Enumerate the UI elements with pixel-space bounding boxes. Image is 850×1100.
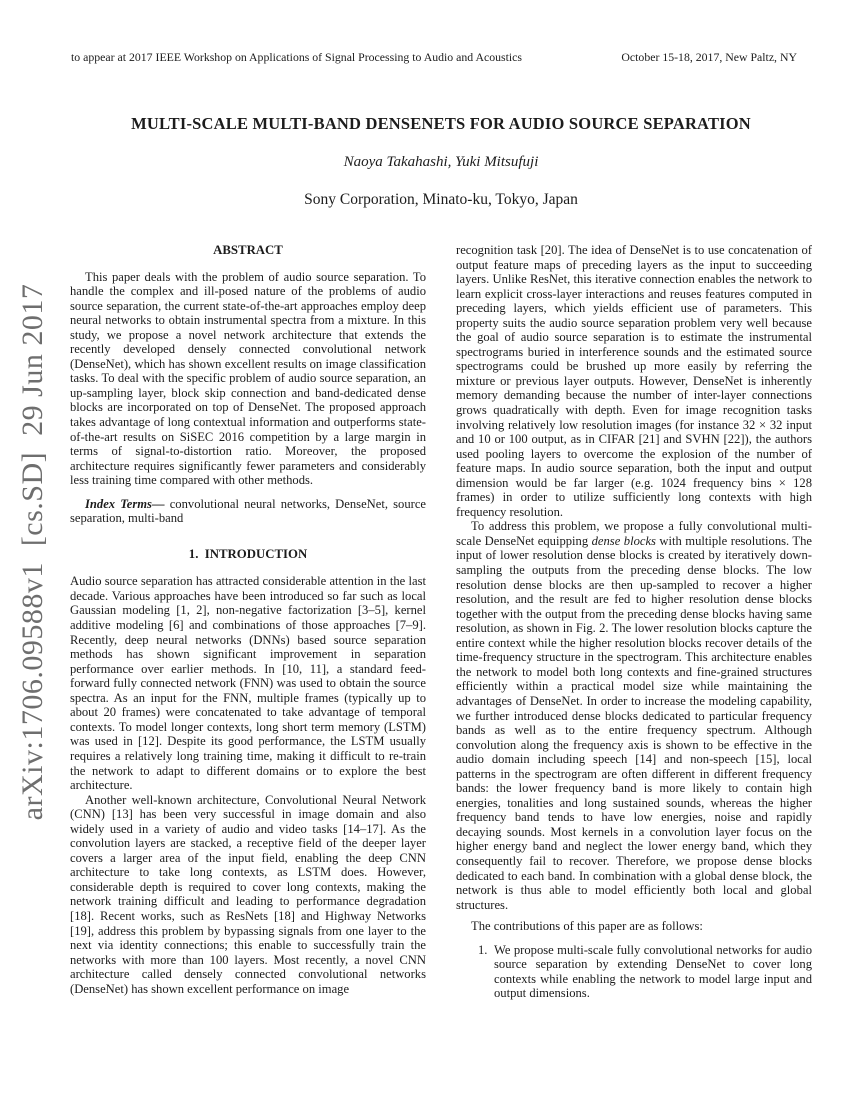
arxiv-watermark: arXiv:1706.09588v1 [cs.SD] 29 Jun 2017 (16, 283, 49, 821)
contribution-number: 1. (478, 942, 488, 957)
dense-blocks-emphasis: dense blocks (591, 533, 656, 548)
contribution-text: We propose multi-scale fully convolutional networks for audio source separation by extending DenseNet to cover long contexts while enabling the network to model large input and output dimensions. (494, 942, 812, 1001)
header-date: October 15-18, 2017, New Paltz, NY (621, 50, 797, 64)
abstract-heading: ABSTRACT (213, 243, 283, 257)
continuation-paragraph: recognition task [20]. The idea of DenseNet is to use concatenation of output feature maps of preceding layers as the input to succeeding layers. Unlike ResNet, this iterative connection enables the network to learn explicit cross-layer interactions and reuses features computed in preceding layers, which yields efficient use of parameters. This property suits the audio source separation problem very well because the goal of audio source separation is to estimate the instrumental spectrograms buried in interference sounds and the estimated source spectrograms could be brushed up more easily by referring the mixture or previous layer outputs. However, DenseNet is inherently memory demanding because the number of inter-layer connections grows quadratically with depth. Even for image recognition tasks involving relatively low resolution images (for instance 32 × 32 input and 10 or 100 output, as in CIFAR [21] and SVHN [22]), the authors used pooling layers to overcome the explosion of the number of feature maps. In audio source separation, both the input and output dimension would be far larger (e.g. 1024 frequency bins × 128 frames) in order to utilize sufficiently long contexts with high frequency resolution. (456, 243, 812, 519)
proposal-segment-1: To address this problem, we propose a fully convolutional multi-scale DenseNet equipping (456, 519, 812, 548)
intro-paragraph-1: Audio source separation has attracted considerable attention in the last decade. Various approaches have been introduced so far such as local Gaussian modeling [1, 2], non-negative factorization [3–5], kernel additive modeling [6] and combinations of those approaches [7–9]. Recently, deep neural networks (DNNs) based source separation methods has shown significant improvement in separation performance over earlier methods. In [10, 11], a standard feed-forward fully connected network (FNN) was used to obtain the source spectra. As an input for the FNN, multiple frames (typically up to about 20 frames) were concatenated to take advantage of temporal contexts. To model longer contexts, long short term memory (LSTM) was used in [12]. Despite its good performance, the LSTM usually requires a relatively long training time, making it difficult to re-train the network to adapt to different domains or to explore the best architecture. (70, 574, 426, 793)
index-terms-label: Index Terms— (85, 496, 165, 511)
contributions-intro: The contributions of this paper are as follows: (471, 919, 703, 934)
introduction-heading: 1. INTRODUCTION (188, 546, 308, 561)
index-terms-text: convolutional neural networks, DenseNet, source separation, multi-band (70, 496, 427, 526)
contributions-list (456, 943, 812, 1001)
contribution-item (456, 943, 812, 1001)
paper-affiliation: Sony Corporation, Minato-ku, Tokyo, Japan (304, 191, 578, 208)
page-header (71, 50, 797, 65)
index-terms (70, 497, 426, 526)
proposal-segment-2: with multiple resolutions. The input of lower resolution dense blocks is created by iteratively down-sampling the outputs from the preceding dense blocks. The low resolution dense blocks are then up-sampled to recover a higher resolution, and the result are fed to higher resolution dense blocks together with the output from the preceding dense blocks having same resolution, as shown in Fig. 2. The lower resolution blocks capture the entire context while the higher resolution blocks recover details of the time-frequency structure in the spectrogram. This architecture enables the network to model both long contexts and fine-grained structures efficiently within a practical model size while maintaining the advantages of DenseNet. In order to increase the modeling capability, we further introduced dense blocks dedicated to particular frequency bands as well as to the entire frequency spectrum. Although convolution along the frequency axis is shown to be effective in the audio domain including speech [14] and non-speech [15], local patterns in the spectrogram are often different in different frequency bands: the lower frequency band is more likely to contain high energies, tonalities and long sustained sounds, whereas the higher frequency band tends to have low energies, noise and rapidly decaying sounds. Most kernels in a convolution layer focus on the higher energy band and neglect the lower energy band, which they consequently fail to recover. Therefore, we propose dense blocks dedicated to each band. In combination with a global dense block, the network is thus able to model efficiently both local and global structures. (456, 533, 812, 912)
paper-authors: Naoya Takahashi, Yuki Mitsufuji (343, 154, 539, 170)
proposal-paragraph (456, 519, 812, 912)
paper-title: MULTI-SCALE MULTI-BAND DENSENETS FOR AUDIO SOURCE SEPARATION (131, 114, 751, 133)
right-column (456, 243, 812, 1001)
abstract-text: This paper deals with the problem of audio source separation. To handle the complex and ill-posed nature of the problems of audio source separation, the current state-of-the-art approaches employ deep neural networks to obtain instrumental spectra from a mixture. In this study, we propose a novel network architecture that extends the recently developed densely connected convolutional network (DenseNet), which has shown excellent results on image classification tasks. To deal with the specific problem of audio source separation, an up-sampling layer, block skip connection and band-dedicated dense blocks are incorporated on top of DenseNet. The proposed approach takes advantage of long contextual information and outperforms state-of-the-art results on SiSEC 2016 competition by a large margin in terms of signal-to-distortion ratio. Moreover, the proposed architecture requires significantly fewer parameters and considerably less training time compared with other methods. (70, 269, 426, 488)
left-column (70, 243, 426, 1001)
two-column-body (70, 243, 812, 1001)
header-venue: to appear at 2017 IEEE Workshop on Applications of Signal Processing to Audio and Acoustics (71, 50, 522, 64)
intro-paragraph-2: Another well-known architecture, Convolutional Neural Network (CNN) [13] has been very successful in image domain and also widely used in a variety of audio and video tasks [14–17]. As the convolution layers are stacked, a receptive field of the deeper layer covers a larger area of the input field, enabling the deep CNN architecture to take long contexts, as LSTM does. However, considerable depth is required to cover long contexts, making the network training difficult and leading to performance degradation [18]. Recent works, such as ResNets [18] and Highway Networks [19], address this problem by bypassing signals from one layer to the next via identity connections; this enable to successfully train the networks with more than 100 layers. Most recently, a novel CNN architecture called densely connected convolutional networks (DenseNet) has shown excellent performance on image (70, 792, 426, 996)
